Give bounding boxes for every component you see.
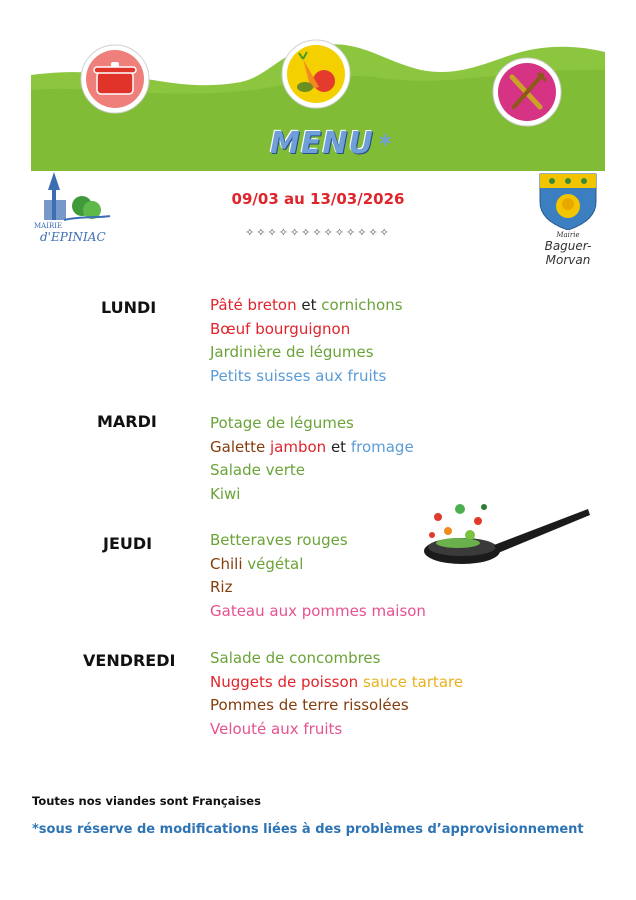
menu-items-jeudi — [210, 529, 426, 623]
menu-item-text: Bœuf bourguignon — [210, 319, 351, 338]
menu-item-text: végétal — [247, 554, 304, 573]
menu-item-text: fromage — [350, 437, 414, 456]
day-label-mardi: MARDI — [97, 412, 157, 431]
page-title: MENU — [270, 126, 374, 161]
menu-items-lundi — [210, 294, 403, 388]
menu-item-text: Galette — [210, 437, 270, 456]
decorative-separator: ✧✧✧✧✧✧✧✧✧✧✧✧✧ — [245, 226, 391, 239]
menu-item — [210, 600, 426, 624]
baguer-morvan-logo — [528, 172, 608, 267]
epiniac-logo — [30, 172, 120, 252]
menu-items-vendredi — [210, 647, 463, 741]
menu-item-text: cornichons — [321, 296, 403, 314]
menu-item-text: et — [296, 296, 322, 314]
menu-item-text: Kiwi — [210, 484, 241, 503]
menu-item — [210, 483, 414, 507]
menu-item — [210, 412, 414, 436]
title-asterisk: * — [379, 130, 392, 158]
menu-item — [210, 294, 403, 318]
menu-item-text: Jardinière de légumes — [210, 343, 374, 361]
menu-item-text: Potage de légumes — [210, 414, 354, 432]
menu-item — [210, 576, 426, 600]
menu-item — [210, 694, 463, 718]
menu-item — [210, 459, 414, 483]
menu-item-text: Pâté breton — [210, 296, 297, 314]
menu-item-text: Pommes de terre rissolées — [210, 696, 409, 714]
menu-title-block — [262, 126, 402, 166]
baguer-morvan-logo-line2: Baguer-Morvan — [544, 239, 592, 267]
epiniac-logo-line1: MAIRIE — [34, 222, 63, 230]
menu-item — [210, 365, 403, 389]
menu-item-text: Salade de concombres — [210, 649, 381, 667]
menu-item — [210, 718, 463, 742]
menu-item — [210, 341, 403, 365]
fruits-vegetables-icon — [281, 39, 351, 109]
menu-item — [210, 318, 403, 342]
epiniac-logo-line2: d'EPINIAC — [40, 230, 106, 244]
frying-pan-icon — [420, 495, 592, 573]
baguer-morvan-logo-line1: Mairie — [556, 231, 580, 239]
menu-item-text: Riz — [210, 578, 233, 596]
date-range: 09/03 au 13/03/2026 — [231, 190, 405, 208]
menu-item-text: et — [326, 437, 351, 456]
menu-item-text: Velouté aux fruits — [210, 719, 343, 738]
pot-icon — [80, 44, 150, 114]
menu-items-mardi — [210, 412, 414, 506]
footer-note-disclaimer: *sous réserve de modifications liées à des problèmes d’approvisionnement — [32, 822, 584, 837]
menu-item-text: Gateau aux pommes maison — [210, 601, 426, 620]
menu-item-text: sauce tartare — [362, 672, 464, 691]
menu-item — [210, 647, 463, 671]
menu-item-text: Chili — [210, 554, 248, 573]
menu-item — [210, 436, 414, 460]
cutlery-icon — [492, 57, 562, 127]
footer-note-meat-origin: Toutes nos viandes sont Françaises — [32, 794, 261, 808]
menu-item — [210, 529, 426, 553]
menu-item-text: jambon — [269, 437, 327, 456]
day-label-jeudi: JEUDI — [103, 534, 153, 553]
menu-item-text: Nuggets de poisson — [210, 672, 363, 691]
menu-item-text: Petits suisses aux fruits — [210, 366, 387, 385]
menu-item-text: Salade verte — [210, 461, 305, 479]
day-label-lundi: LUNDI — [101, 298, 157, 317]
menu-item — [210, 553, 426, 577]
menu-item-text: Betteraves rouges — [210, 531, 348, 549]
day-label-vendredi: VENDREDI — [83, 651, 176, 670]
menu-item — [210, 671, 463, 695]
